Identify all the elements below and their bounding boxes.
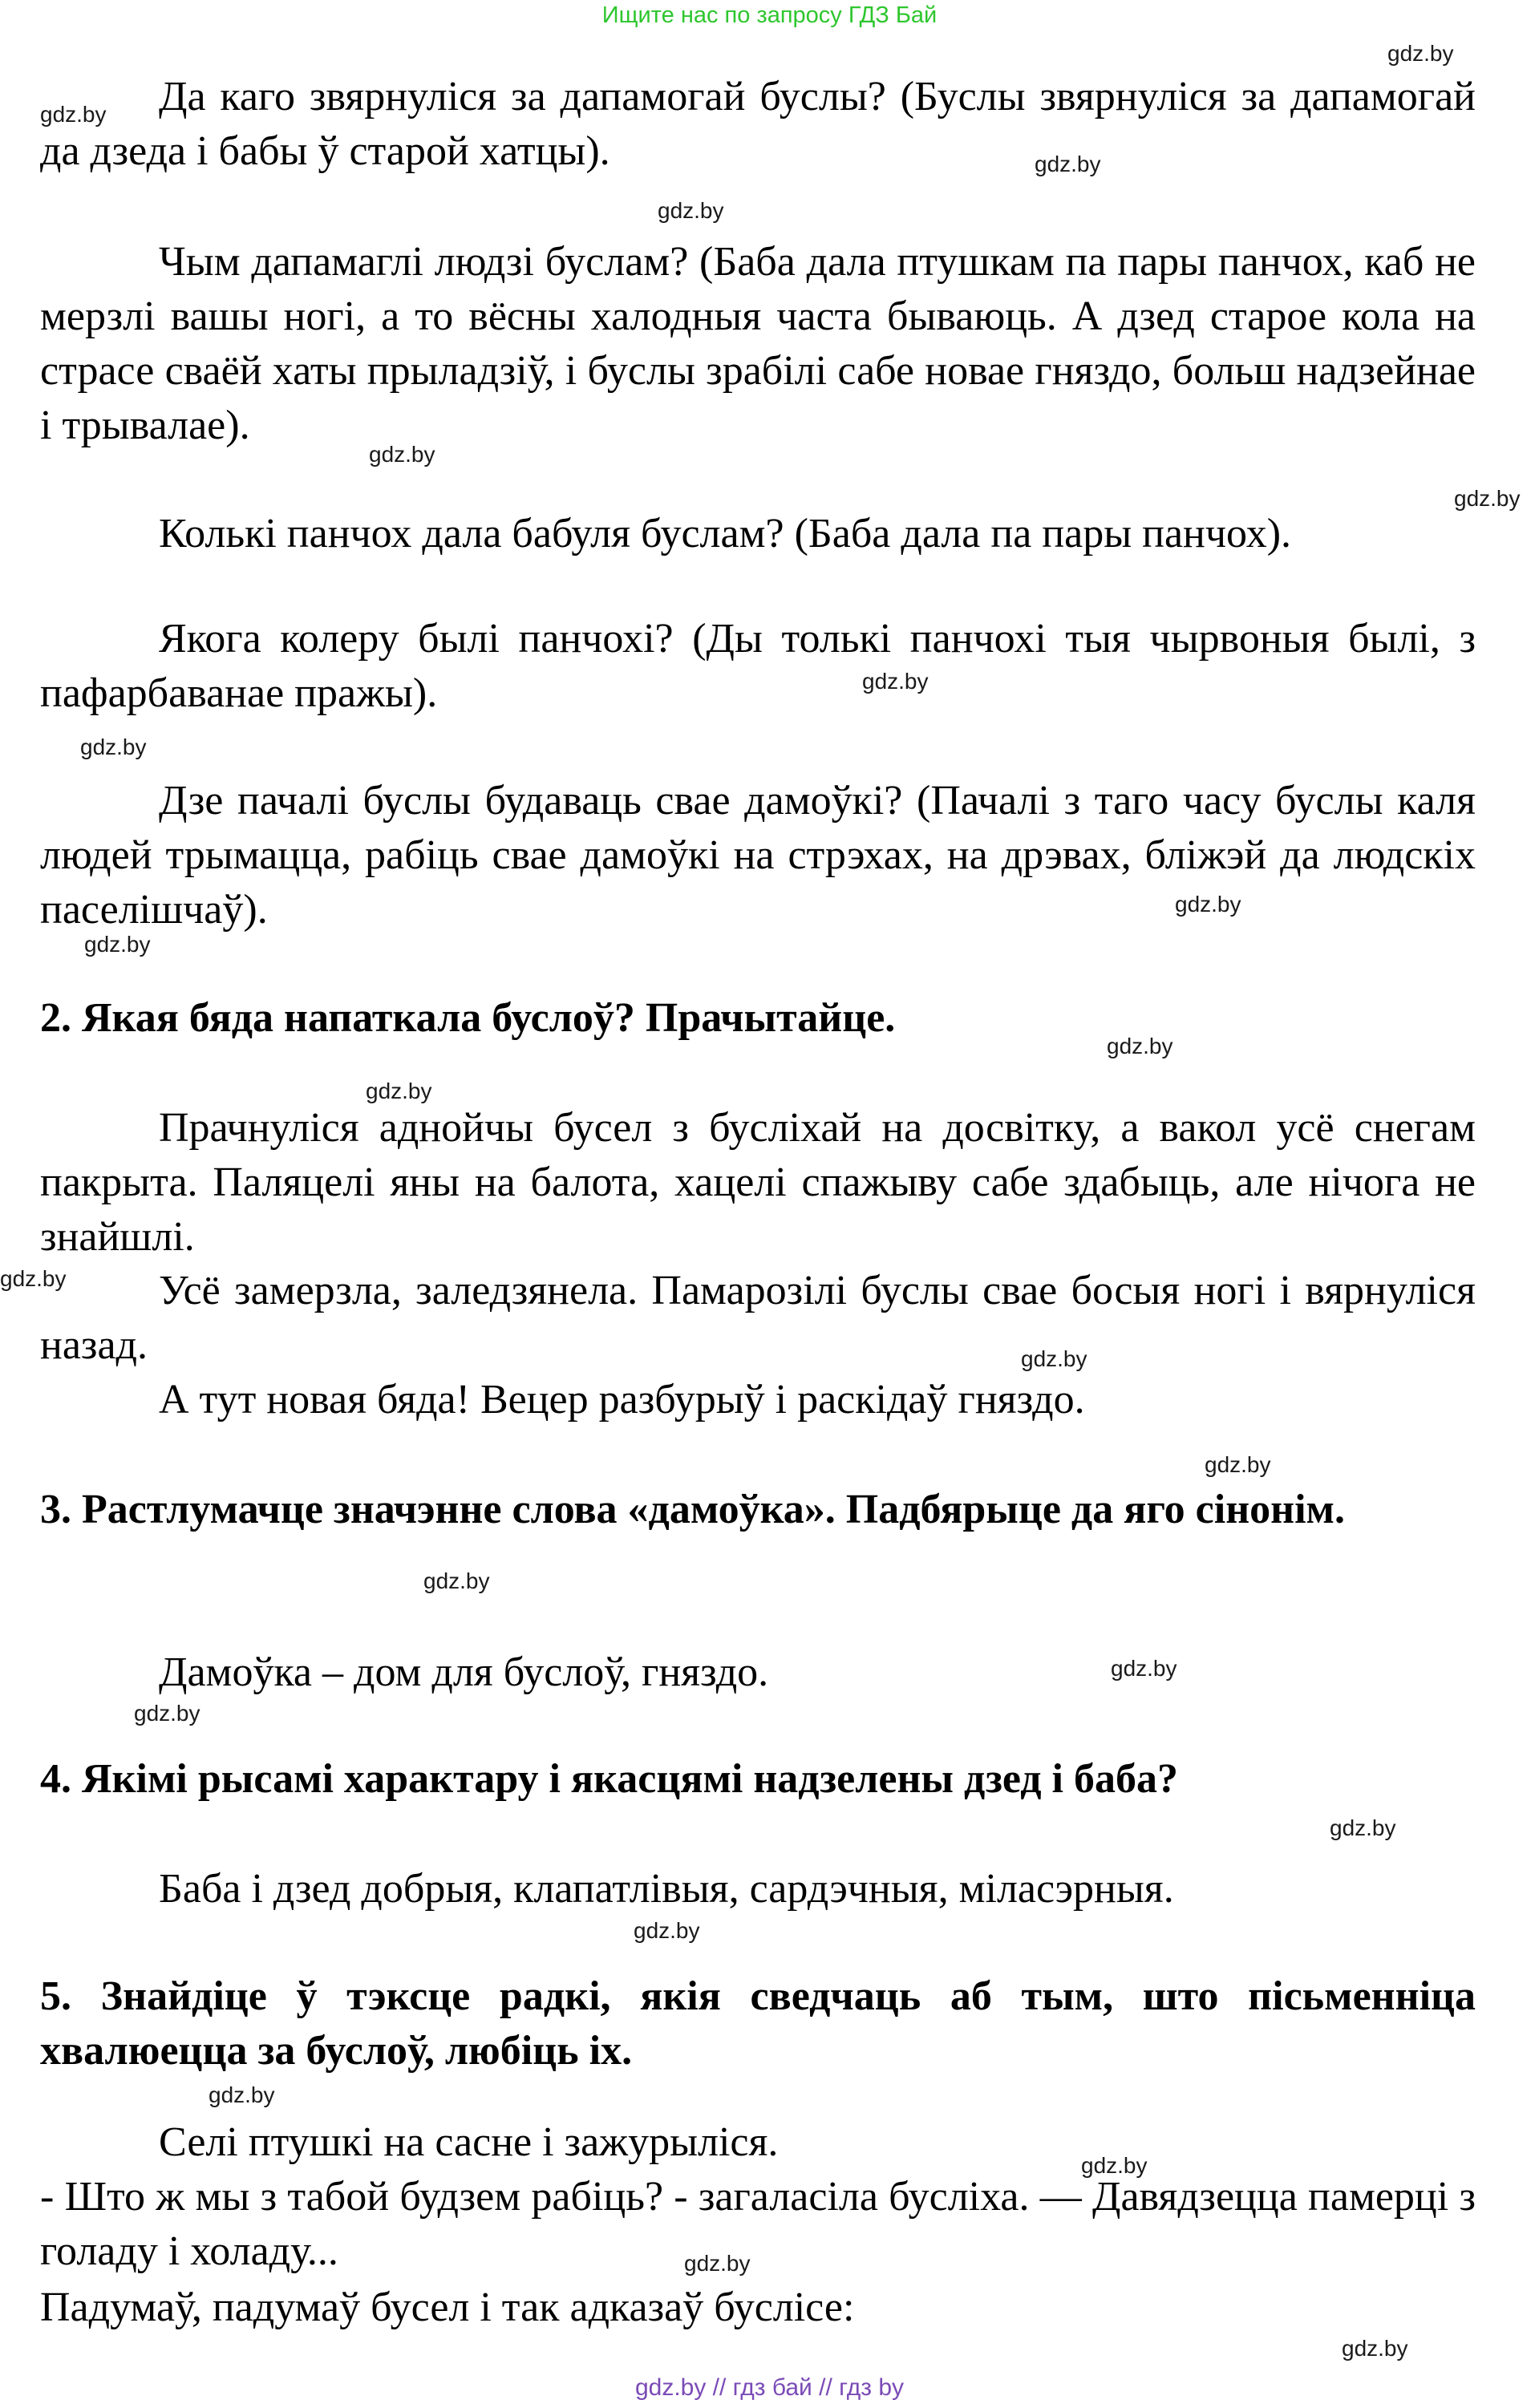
paragraph-10: Баба і дзед добрыя, клапатлівыя, сардэчныя, міласэрныя. <box>159 1866 1174 1912</box>
paragraph-7: Усё замерзла, заледзянела. Памарозілі буслы свае босыя ногі і вярнуліся назад. <box>40 1268 1476 1368</box>
watermark: gdz.by <box>366 1079 432 1103</box>
paragraph-8: А тут новая бяда! Вецер разбурыў і раскідаў гняздо. <box>159 1377 1085 1423</box>
paragraph-13: Падумаў, падумаў бусел і так адказаў буслісе: <box>40 2285 855 2330</box>
paragraph-2: Чым дапамаглі людзі буслам? (Баба дала птушкам па пары панчох, каб не мерзлі вашы ногі, а то вёсны халодныя часта бываюць. А дзед старое кола на страсе сваёй хаты прыладзіў, і буслы зрабілі сабе новае гняздо, больш надзейнае і трывалае). <box>40 239 1476 448</box>
watermark: gdz.by <box>84 932 151 957</box>
watermark: gdz.by <box>1175 892 1241 917</box>
question-2: 2. Якая бяда напаткала буслоў? Прачытайце. <box>40 995 896 1041</box>
watermark: gdz.by <box>0 1266 67 1291</box>
question-3: 3. Растлумачце значэнне слова «дамоўка». Падбярыце да яго сінонім. <box>40 1487 1345 1532</box>
watermark: gdz.by <box>1387 41 1454 66</box>
watermark: gdz.by <box>658 198 724 223</box>
watermark: gdz.by <box>634 1918 700 1943</box>
watermark: gdz.by <box>1342 2336 1408 2361</box>
page-header-banner: Ищите нас по запросу ГДЗ Бай <box>601 2 938 28</box>
watermark: gdz.by <box>1454 486 1521 511</box>
watermark: gdz.by <box>134 1701 200 1726</box>
question-4: 4. Якімі рысамі характару і якасцямі надзелены дзед і баба? <box>40 1756 1179 1802</box>
paragraph-3: Колькі панчох дала бабуля буслам? (Баба дала па пары панчох). <box>159 511 1292 556</box>
watermark: gdz.by <box>1081 2153 1148 2178</box>
paragraph-1: Да каго звярнуліся за дапамогай буслы? (Буслы звярнуліся за дапамогай да дзеда і бабы ў старой хатцы). <box>40 74 1476 174</box>
watermark: gdz.by <box>369 442 435 467</box>
paragraph-12: - Што ж мы з табой будзем рабіць? - загаласіла бусліха. — Давядзецца памерці з голаду і холаду... <box>40 2174 1476 2274</box>
question-5: 5. Знайдіце ў тэксце радкі, якія сведчаць аб тым, што пісьменніца хвалюецца за буслоў, любіць іх. <box>40 1973 1476 2074</box>
watermark: gdz.by <box>1330 1815 1396 1840</box>
paragraph-6: Прачнуліся аднойчы бусел з бусліхай на досвітку, а вакол усё снегам пакрыта. Паляцелі яны на балота, хацелі спажыву сабе здабыць, але нічога не знайшлі. <box>40 1105 1476 1260</box>
watermark: gdz.by <box>423 1568 490 1593</box>
watermark: gdz.by <box>209 2082 275 2107</box>
watermark: gdz.by <box>1205 1452 1271 1477</box>
watermark: gdz.by <box>1021 1346 1087 1371</box>
paragraph-11: Селі птушкі на сасне і зажурыліся. <box>159 2119 779 2165</box>
watermark: gdz.by <box>80 735 147 759</box>
watermark: gdz.by <box>862 669 929 694</box>
page-footer: gdz.by // гдз бай // гдз by <box>634 2374 905 2401</box>
watermark: gdz.by <box>40 102 107 127</box>
paragraph-9: Дамоўка – дом для буслоў, гняздо. <box>159 1649 769 1695</box>
watermark: gdz.by <box>1111 1656 1177 1681</box>
watermark: gdz.by <box>1107 1034 1173 1058</box>
watermark: gdz.by <box>684 2251 751 2276</box>
watermark: gdz.by <box>1035 152 1101 176</box>
paragraph-5: Дзе пачалі буслы будаваць свае дамоўкі? (Пачалі з таго часу буслы каля людей трымацца, рабіць свае дамоўкі на стрэхах, на дрэвах, бліжэй да людскіх паселішчаў). <box>40 778 1476 933</box>
paragraph-4: Якога колеру былі панчохі? (Ды толькі панчохі тыя чырвоныя былі, з пафарбаванае пражы). <box>40 616 1476 716</box>
